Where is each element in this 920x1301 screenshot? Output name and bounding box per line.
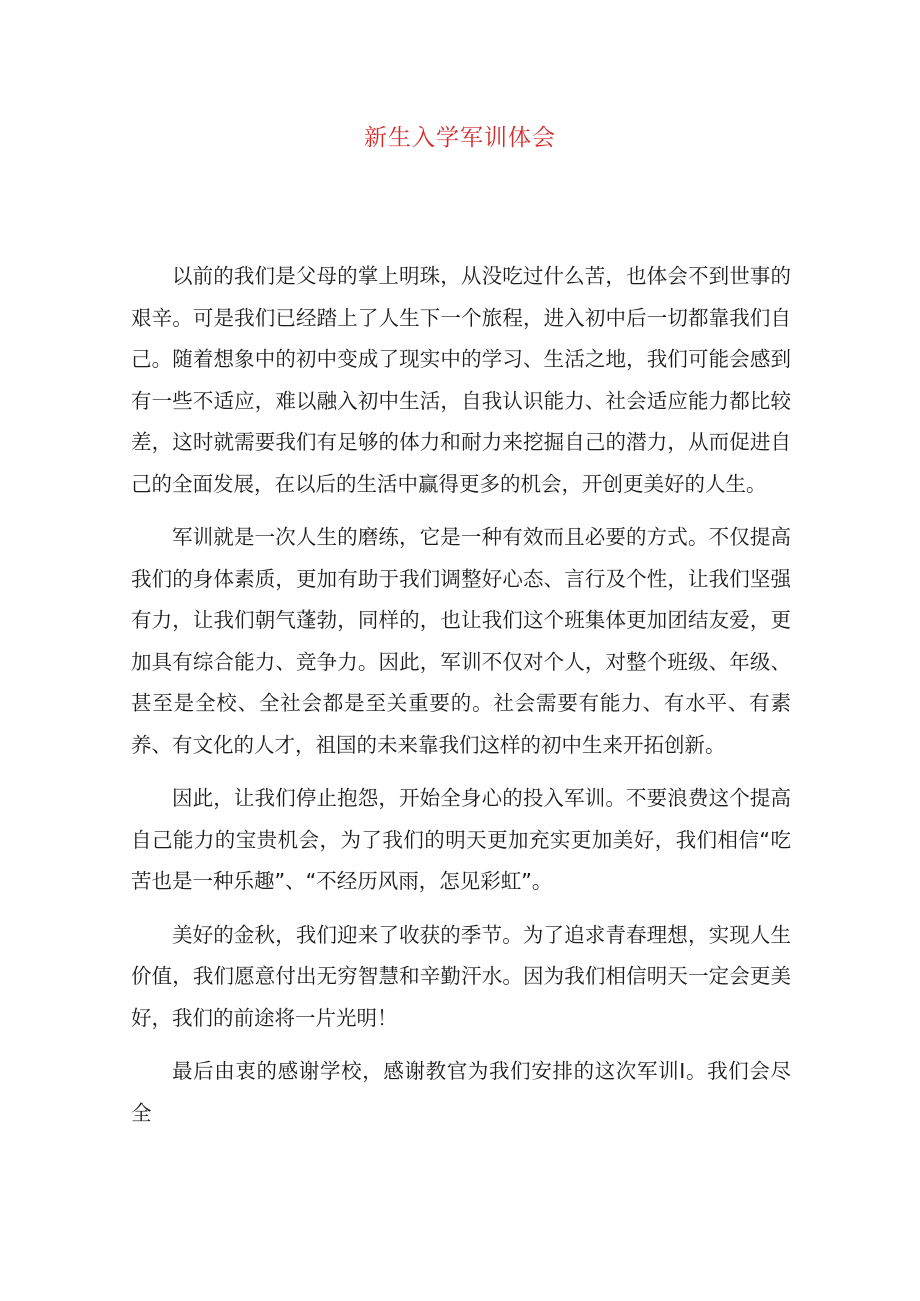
document-body: [131, 256, 791, 1146]
paragraph-5: 最后由衷的感谢学校，感谢教官为我们安排的这次军训I。我们会尽全: [131, 1059, 791, 1125]
paragraph-2: 军训就是一次人生的磨练，它是一种有效而且必要的方式。不仅提高我们的身体素质，更加有助于我们调整好心态、言行及个性，让我们坚强有力，让我们朝气蓬勃，同样的，也让我们这个班集体更加团结友爱，更加具有综合能力、竞争力。因此，军训不仅对个人，对整个班级、年级、甚至是全校、全社会都是至关重要的。社会需要有能力、有水平、有素养、有文化的人才，祖国的未来靠我们这样的初中生来开拓创新。: [131, 525, 791, 757]
document-title: 新生入学军训体会: [364, 125, 556, 151]
paragraph-3: 因此，让我们停止抱怨，开始全身心的投入军训。不要浪费这个提高自己能力的宝贵机会，为了我们的明天更加充实更加美好，我们相信“吃苦也是一种乐趣”、“不经历风雨，怎见彩虹”。: [131, 786, 791, 893]
paragraph-4: 美好的金秋，我们迎来了收获的季节。为了追求青春理想，实现人生价值，我们愿意付出无穷智慧和辛勤汗水。因为我们相信明天一定会更美好，我们的前途将一片光明！: [131, 922, 791, 1030]
paragraph-1: 以前的我们是父母的掌上明珠，从没吃过什么苦，也体会不到世事的艰辛。可是我们已经踏上了人生下一个旅程，进入初中后一切都靠我们自己。随着想象中的初中变成了现实中的学习、生活之地，我们可能会感到有一些不适应，难以融入初中生活，自我认识能力、社会适应能力都比较差，这时就需要我们有足够的体力和耐力来挖掘自己的潜力，从而促进自己的全面发展，在以后的生活中赢得更多的机会，开创更美好的人生。: [131, 264, 791, 496]
